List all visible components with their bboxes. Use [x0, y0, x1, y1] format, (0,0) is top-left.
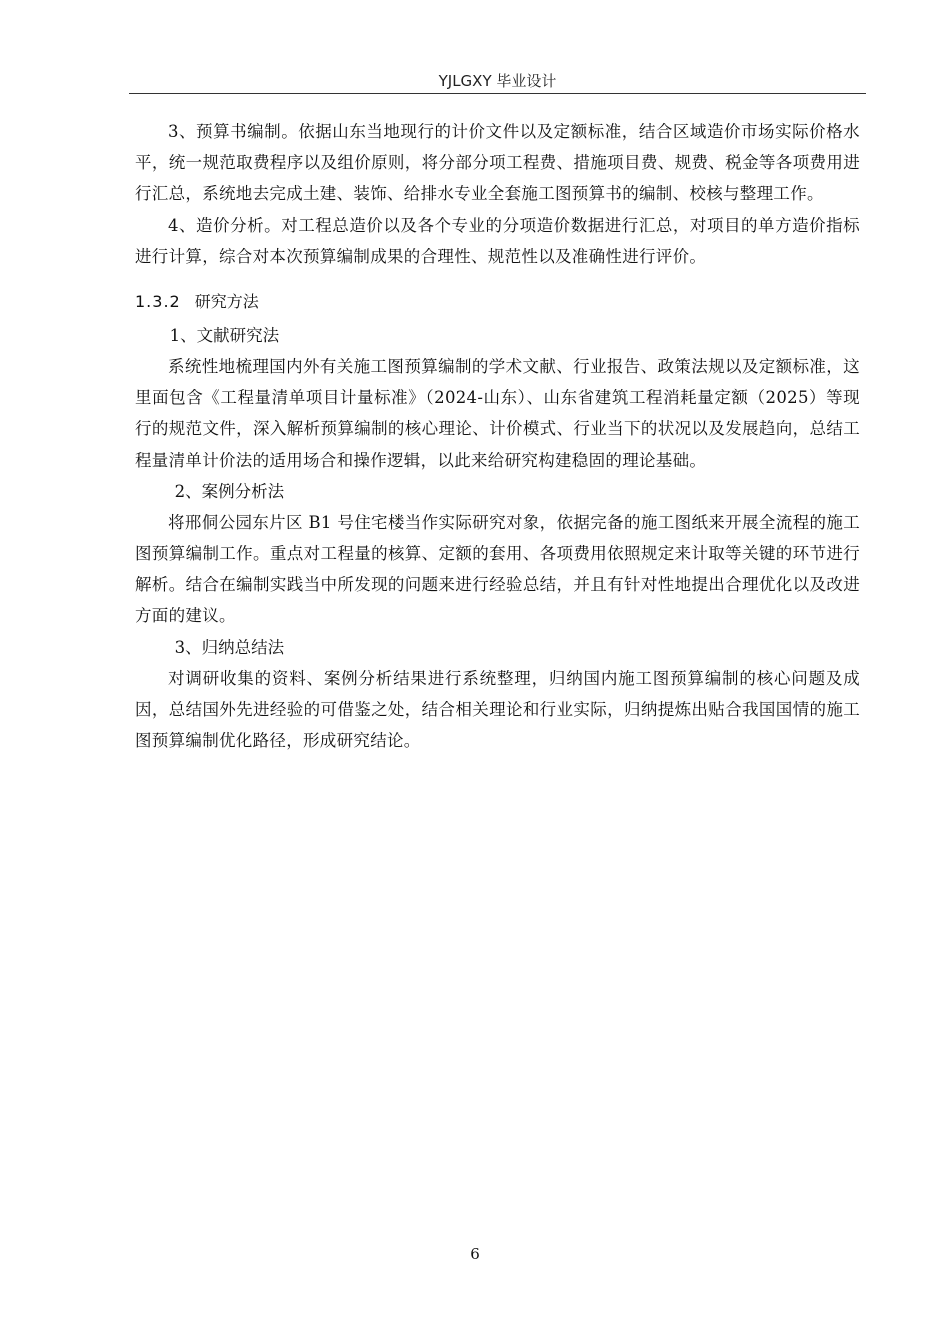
paragraph-cost-analysis: 4、造价分析。对工程总造价以及各个专业的分项造价数据进行汇总，对项目的单方造价指标进行计算，综合对本次预算编制成果的合理性、规范性以及准确性进行评价。	[135, 215, 860, 266]
paragraph-budget-compilation: 3、预算书编制。依据山东当地现行的计价文件以及定额标准，结合区域造价市场实际价格水平，统一规范取费程序以及组价原则，将分部分项工程费、措施项目费、规费、税金等各项费用进行汇总，系统地去完成土建、装饰、给排水专业全套施工图预算书的编制、校核与整理工作。	[135, 122, 860, 204]
method-title-literature: 1、文献研究法	[169, 326, 280, 346]
method-title-induction: 3、归纳总结法	[174, 637, 285, 657]
method-body-literature: 系统性地梳理国内外有关施工图预算编制的学术文献、行业报告、政策法规以及定额标准，这里面包含《工程量清单项目计量标准》（2024-山东）、山东省建筑工程消耗量定额（2025）等现行的规范文件，深入解析预算编制的核心理论、计价模式、行业当下的状况以及发展趋向，总结工程量清单计价法的适用场合和操作逻辑，以此来给研究构建稳固的理论基础。	[135, 357, 860, 470]
header-divider	[129, 93, 866, 94]
section-heading-research-methods	[135, 286, 860, 318]
method-body-induction: 对调研收集的资料、案例分析结果进行系统整理，归纳国内施工图预算编制的核心问题及成因，总结国外先进经验的可借鉴之处，结合相关理论和行业实际，归纳提炼出贴合我国国情的施工图预算编制优化路径，形成研究结论。	[135, 668, 860, 751]
method-title-case-study: 2、案例分析法	[174, 481, 285, 501]
page-header: YJLGXY 毕业设计	[438, 72, 557, 90]
method-body-case-study: 将邢侗公园东片区 B1 号住宅楼当作实际研究对象，依据完备的施工图纸来开展全流程的施工图预算编制工作。重点对工程量的核算、定额的套用、各项费用依照规定来计取等关键的环节进行解析。结合在编制实践当中所发现的问题来进行经验总结，并且有针对性地提出合理优化以及改进方面的建议。	[135, 512, 860, 626]
page-number: 6	[470, 1245, 480, 1263]
section-number: 1.3.2	[135, 292, 181, 312]
section-title: 研究方法	[194, 292, 259, 312]
document-body	[135, 116, 860, 756]
